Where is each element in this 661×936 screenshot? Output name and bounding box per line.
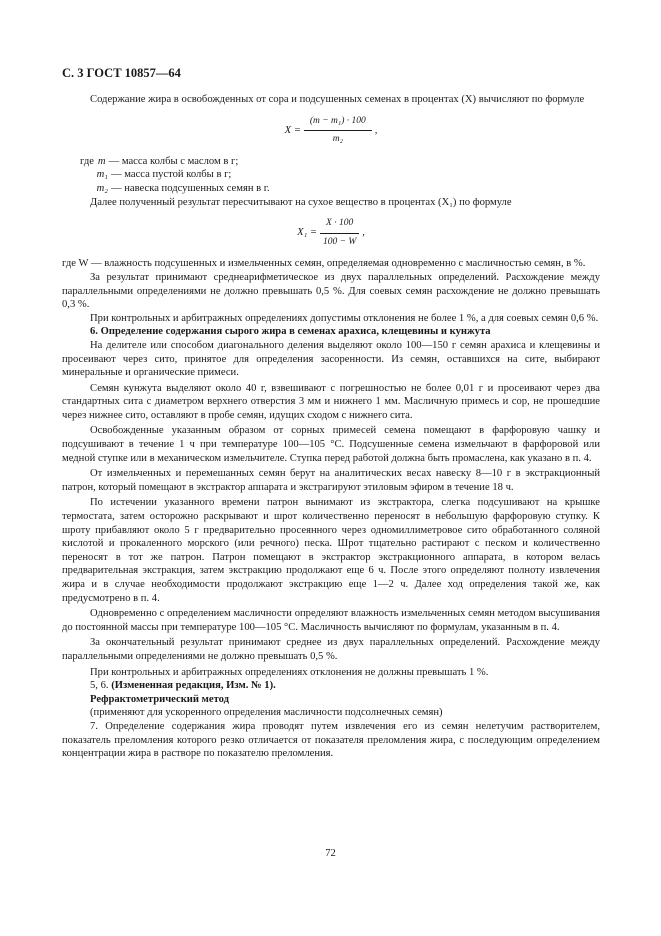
recalc-paragraph: Далее полученный результат пересчитывают на сухое вещество в процентах (X₁) по формуле: [90, 196, 512, 208]
def-symbol: m₁: [96, 169, 108, 181]
def-text: — масса пустой колбы в г;: [111, 169, 232, 181]
where-row: [62, 155, 600, 169]
document-body: [62, 93, 600, 761]
formula-tail: ,: [362, 227, 365, 239]
formula-tail: ,: [374, 124, 378, 136]
def-row: [80, 182, 600, 196]
formula-fat-content: [62, 115, 600, 147]
formula-denominator: 100 − W: [322, 236, 357, 247]
paragraph: При контрольных и арбитражных определениях допустимы отклонения не более 1 %, а для соевых семян 0,6 %.: [90, 312, 599, 324]
intro-paragraph: Содержание жира в освобожденных от сора и подсушенных семенах в процентах (X) вычисляют по формуле: [90, 94, 585, 105]
formula-numerator: (m − m₁) · 100: [304, 115, 372, 132]
page-header: С. 3 ГОСТ 10857—64: [62, 66, 181, 80]
formula-denominator: m₂: [332, 134, 343, 145]
revision-bold: (Измененная редакция, Изм. № 1).: [111, 680, 276, 692]
moisture-definition: где W — влажность подсушенных и измельченных семян, определяемая одновременно с масличностью семян, в %.: [62, 258, 586, 270]
where-prefix: где: [80, 155, 94, 167]
formula-dry-basis: [62, 217, 600, 249]
paragraph: Одновременно с определением масличности определяют влажность измельченных семян методом высушивания до постоянной массы при температуре 100—105 °С. Масличность вычисляют по формулам, указанным в п. 4.: [62, 608, 600, 633]
paragraph: За окончательный результат принимают среднее из двух параллельных определений. Расхождение между параллельными определениями не должно превышать 0,5 %.: [62, 637, 600, 662]
paragraph: Освобожденные указанным образом от сорных примесей семена помещают в фарфоровую чашку и подсушивают в течение 1 ч при температуре 100—105 °С. Подсушенные семена измельчают в фарфоровой или медной ступке или в механическом измельчителе. Ступка перед работой должна быть промаслена, как указано в п. 4.: [62, 425, 600, 464]
def-symbol: m: [97, 155, 106, 167]
page-number: 72: [325, 848, 336, 859]
formula-lhs: X =: [284, 124, 301, 136]
formula-fraction: [304, 115, 372, 147]
section-6-title: 6. Определение содержания сырого жира в семенах арахиса, клещевины и кунжута: [90, 326, 491, 338]
paragraph: Семян кунжута выделяют около 40 г, взвешивают с погрешностью не более 0,01 г и просеивают через два стандартных сита с диаметром верхнего отверстия 3 мм и нижнего 1 мм. Масличную примесь и сор, не прошедшие через нижнее сито, оставляют в пробе семян, идущих сходом с нижнего сита.: [62, 382, 600, 421]
method-title: Рефрактометрический метод: [90, 693, 229, 705]
revision-prefix: 5, 6.: [90, 680, 109, 692]
variable-definitions: [62, 155, 600, 196]
formula-numerator: X · 100: [320, 217, 359, 234]
paragraph: За результат принимают среднеарифметическое из двух параллельных определений. Расхождение между параллельными определениями не должно превышать 0,5 %. Для соевых семян расхождение не должно превышать 0,3 %.: [62, 271, 600, 311]
paragraph-7: 7. Определение содержания жира проводят путем извлечения его из семян нелетучим растворителем, показатель преломления которого резко отличается от показателя преломления жира, с последующим определением концентрации жира в растворе по показателю преломления.: [62, 720, 600, 760]
paragraph: От измельченных и перемешанных семян берут на аналитических весах навеску 8—10 г в экстракционный патрон, который помещают в экстрактор аппарата и экстрагируют этиловым эфиром в течение 18 ч.: [62, 468, 600, 493]
def-symbol: m₂: [96, 182, 108, 194]
formula-lhs: X₁ =: [297, 227, 318, 239]
revision-note: [62, 679, 600, 693]
def-text: — масса колбы с маслом в г;: [108, 155, 239, 167]
defs-list: [62, 168, 600, 195]
paragraph: На делителе или способом диагонального деления выделяют около 100—150 г семян арахиса и клещевины и просеивают через сито, принятое для определения засоренности. Из семян, оставшихся на сите, выбирают минеральные и органические примеси.: [62, 339, 600, 379]
def-text: — навеска подсушенных семян в г.: [111, 182, 270, 194]
formula-fraction: [320, 217, 359, 249]
paragraph: По истечении указанного времени патрон вынимают из экстрактора, слегка подсушивают на крышке термостата, затем осторожно раскрывают и шрот количественно переносят в небольшую фарфоровую ступку. К шроту прибавляют около 5 г предварительно просеянного через одномиллиметровое сито обработанного соляной кислотой и прокаленного морского (или речного) песка. Шрот тщательно растирают с песком и количественно переносят в тот же патрон. Патрон помещают в экстрактор экстракционного аппарата, в котором велась предварительная экстракция, затем экстракцию продолжают еще 6 ч. После этого определяют полноту извлечения жира и в случае необходимости продолжают экстракцию еще 1—2 ч. Далее ход определения такой же, как предусмотрено в п. 4.: [62, 497, 600, 604]
def-row: [80, 168, 600, 182]
paragraph: При контрольных и арбитражных определениях отклонения не должны превышать 1 %.: [90, 666, 489, 678]
method-note: (применяют для ускоренного определения масличности подсолнечных семян): [90, 707, 443, 719]
